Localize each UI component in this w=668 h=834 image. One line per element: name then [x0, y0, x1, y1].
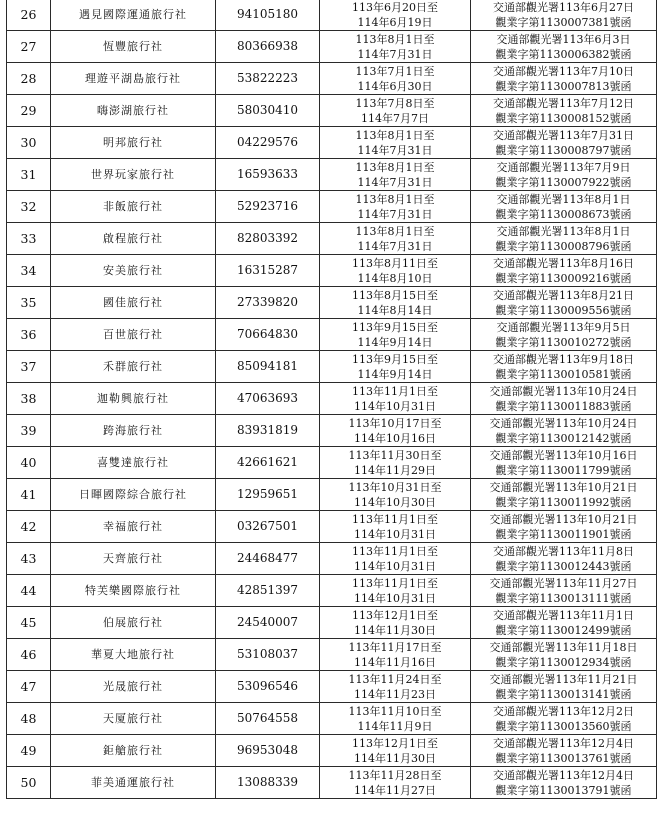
letter-reference: 觀業字第1130009216號函 [495, 271, 632, 285]
letter-issuer-date: 交通部觀光署113年8月16日 [493, 256, 634, 270]
letter-reference: 觀業字第1130007813號函 [495, 79, 632, 93]
letter-reference: 觀業字第1130007922號函 [495, 175, 632, 189]
table-row [7, 639, 657, 671]
approval-letter [471, 63, 657, 95]
approval-letter [471, 415, 657, 447]
row-number: 34 [7, 255, 51, 287]
agency-name: 國佳旅行社 [51, 287, 216, 319]
approval-letter [471, 351, 657, 383]
approval-letter [471, 287, 657, 319]
letter-reference: 觀業字第1130010272號函 [495, 335, 632, 349]
letter-issuer-date: 交通部觀光署113年7月12日 [493, 96, 634, 110]
table-row [7, 63, 657, 95]
row-number: 39 [7, 415, 51, 447]
agency-name: 天齊旅行社 [51, 543, 216, 575]
letter-issuer-date: 交通部觀光署113年10月21日 [489, 512, 638, 526]
validity-period [320, 0, 471, 31]
agency-name: 非飯旅行社 [51, 191, 216, 223]
letter-reference: 觀業字第1130012934號函 [495, 655, 632, 669]
agency-name: 華夏大地旅行社 [51, 639, 216, 671]
period-start: 113年11月10日至 [348, 704, 442, 718]
period-start: 113年11月30日至 [348, 448, 442, 462]
period-end: 114年10月31日 [354, 559, 436, 573]
letter-reference: 觀業字第1130013761號函 [495, 751, 632, 765]
table-body [7, 0, 657, 799]
tax-id: 96953048 [216, 735, 320, 767]
row-number: 37 [7, 351, 51, 383]
row-number: 44 [7, 575, 51, 607]
period-end: 114年10月16日 [354, 431, 436, 445]
validity-period [320, 767, 471, 799]
validity-period [320, 511, 471, 543]
table-row [7, 159, 657, 191]
period-start: 113年10月31日至 [348, 480, 442, 494]
tax-id: 80366938 [216, 31, 320, 63]
period-start: 113年8月1日至 [355, 224, 435, 238]
tax-id: 24468477 [216, 543, 320, 575]
validity-period [320, 95, 471, 127]
table-row [7, 223, 657, 255]
letter-reference: 觀業字第1130011901號函 [495, 527, 632, 541]
row-number: 43 [7, 543, 51, 575]
table-row [7, 735, 657, 767]
tax-id: 13088339 [216, 767, 320, 799]
tax-id: 16593633 [216, 159, 320, 191]
letter-issuer-date: 交通部觀光署113年11月1日 [493, 608, 634, 622]
letter-issuer-date: 交通部觀光署113年11月27日 [489, 576, 638, 590]
period-start: 113年9月15日至 [352, 320, 438, 334]
validity-period [320, 479, 471, 511]
validity-period [320, 671, 471, 703]
validity-period [320, 607, 471, 639]
agency-name: 世界玩家旅行社 [51, 159, 216, 191]
approval-letter [471, 223, 657, 255]
table-row [7, 383, 657, 415]
table-row [7, 575, 657, 607]
period-end: 114年11月27日 [354, 783, 436, 797]
period-end: 114年9月14日 [357, 367, 433, 381]
period-start: 113年10月17日至 [348, 416, 442, 430]
row-number: 36 [7, 319, 51, 351]
table-row [7, 415, 657, 447]
period-start: 113年11月1日至 [352, 384, 438, 398]
period-end: 114年10月31日 [354, 399, 436, 413]
agency-name: 鉅艙旅行社 [51, 735, 216, 767]
period-start: 113年8月1日至 [355, 192, 435, 206]
table-row [7, 319, 657, 351]
letter-issuer-date: 交通部觀光署113年8月21日 [493, 288, 634, 302]
letter-reference: 觀業字第1130006382號函 [495, 47, 632, 61]
tax-id: 42661621 [216, 447, 320, 479]
tax-id: 53822223 [216, 63, 320, 95]
row-number: 47 [7, 671, 51, 703]
approval-letter [471, 319, 657, 351]
row-number: 49 [7, 735, 51, 767]
validity-period [320, 63, 471, 95]
agency-name: 禾群旅行社 [51, 351, 216, 383]
tax-id: 53108037 [216, 639, 320, 671]
agency-name: 喜雙達旅行社 [51, 447, 216, 479]
row-number: 32 [7, 191, 51, 223]
approval-letter [471, 159, 657, 191]
table-row [7, 95, 657, 127]
tax-id: 16315287 [216, 255, 320, 287]
letter-issuer-date: 交通部觀光署113年6月3日 [496, 32, 631, 46]
validity-period [320, 639, 471, 671]
validity-period [320, 223, 471, 255]
row-number: 41 [7, 479, 51, 511]
letter-reference: 觀業字第1130013560號函 [495, 719, 632, 733]
period-start: 113年6月20日至 [352, 0, 438, 14]
letter-reference: 觀業字第1130008796號函 [495, 239, 632, 253]
agency-name: 天厦旅行社 [51, 703, 216, 735]
agency-name: 遇見國際運通旅行社 [51, 0, 216, 31]
agency-name: 日暉國際綜合旅行社 [51, 479, 216, 511]
letter-reference: 觀業字第1130011799號函 [495, 463, 632, 477]
agency-name: 百世旅行社 [51, 319, 216, 351]
tax-id: 24540007 [216, 607, 320, 639]
period-start: 113年11月1日至 [352, 544, 438, 558]
period-start: 113年11月17日至 [348, 640, 442, 654]
letter-issuer-date: 交通部觀光署113年7月10日 [493, 64, 634, 78]
period-end: 114年7月7日 [361, 111, 429, 125]
table-row [7, 127, 657, 159]
approval-letter [471, 607, 657, 639]
agency-name: 啟程旅行社 [51, 223, 216, 255]
letter-issuer-date: 交通部觀光署113年12月4日 [493, 736, 634, 750]
letter-reference: 觀業字第1130013111號函 [495, 591, 632, 605]
table-row [7, 0, 657, 31]
agency-name: 光晟旅行社 [51, 671, 216, 703]
tax-id: 42851397 [216, 575, 320, 607]
letter-reference: 觀業字第1130008673號函 [495, 207, 632, 221]
agency-name: 理遊平湖島旅行社 [51, 63, 216, 95]
validity-period [320, 191, 471, 223]
tax-id: 83931819 [216, 415, 320, 447]
table-row [7, 351, 657, 383]
period-end: 114年6月19日 [357, 15, 433, 29]
validity-period [320, 255, 471, 287]
row-number: 38 [7, 383, 51, 415]
table-row [7, 703, 657, 735]
letter-issuer-date: 交通部觀光署113年11月18日 [489, 640, 638, 654]
agency-name: 安美旅行社 [51, 255, 216, 287]
validity-period [320, 575, 471, 607]
row-number: 31 [7, 159, 51, 191]
tax-id: 27339820 [216, 287, 320, 319]
row-number: 46 [7, 639, 51, 671]
agency-name: 嗨澎湖旅行社 [51, 95, 216, 127]
row-number: 45 [7, 607, 51, 639]
period-start: 113年7月8日至 [355, 96, 435, 110]
tax-id: 82803392 [216, 223, 320, 255]
approval-letter [471, 671, 657, 703]
agency-name: 明邦旅行社 [51, 127, 216, 159]
period-start: 113年9月15日至 [352, 352, 438, 366]
table-row [7, 511, 657, 543]
period-end: 114年11月9日 [357, 719, 433, 733]
letter-reference: 觀業字第1130012499號函 [495, 623, 632, 637]
approval-letter [471, 447, 657, 479]
period-start: 113年8月15日至 [352, 288, 438, 302]
validity-period [320, 31, 471, 63]
table-row [7, 31, 657, 63]
validity-period [320, 351, 471, 383]
period-start: 113年11月1日至 [352, 512, 438, 526]
validity-period [320, 159, 471, 191]
period-end: 114年11月16日 [354, 655, 436, 669]
row-number: 42 [7, 511, 51, 543]
validity-period [320, 703, 471, 735]
period-end: 114年8月14日 [357, 303, 433, 317]
tax-id: 52923716 [216, 191, 320, 223]
approval-letter [471, 479, 657, 511]
letter-issuer-date: 交通部觀光署113年7月31日 [493, 128, 634, 142]
letter-reference: 觀業字第1130012142號函 [495, 431, 632, 445]
row-number: 35 [7, 287, 51, 319]
period-start: 113年7月1日至 [355, 64, 435, 78]
tax-id: 58030410 [216, 95, 320, 127]
validity-period [320, 415, 471, 447]
validity-period [320, 127, 471, 159]
approval-letter [471, 575, 657, 607]
period-start: 113年11月1日至 [352, 576, 438, 590]
letter-reference: 觀業字第1130009556號函 [495, 303, 632, 317]
letter-reference: 觀業字第1130013141號函 [495, 687, 632, 701]
tax-id: 47063693 [216, 383, 320, 415]
period-end: 114年9月14日 [357, 335, 433, 349]
approval-letter [471, 255, 657, 287]
letter-reference: 觀業字第1130008797號函 [495, 143, 632, 157]
validity-period [320, 543, 471, 575]
period-end: 114年7月31日 [357, 47, 433, 61]
agency-name: 菲美通運旅行社 [51, 767, 216, 799]
validity-period [320, 383, 471, 415]
period-start: 113年8月1日至 [355, 128, 435, 142]
tax-id: 53096546 [216, 671, 320, 703]
table-row [7, 255, 657, 287]
row-number: 30 [7, 127, 51, 159]
row-number: 28 [7, 63, 51, 95]
approval-letter [471, 127, 657, 159]
letter-reference: 觀業字第1130011992號函 [495, 495, 632, 509]
period-end: 114年6月30日 [357, 79, 433, 93]
period-end: 114年11月29日 [354, 463, 436, 477]
period-end: 114年8月10日 [357, 271, 433, 285]
period-start: 113年11月28日至 [348, 768, 442, 782]
approval-letter [471, 703, 657, 735]
table-row [7, 287, 657, 319]
table-row [7, 671, 657, 703]
tax-id: 04229576 [216, 127, 320, 159]
row-number: 50 [7, 767, 51, 799]
agency-name: 幸福旅行社 [51, 511, 216, 543]
agency-name: 伯展旅行社 [51, 607, 216, 639]
letter-reference: 觀業字第1130008152號函 [495, 111, 632, 125]
period-end: 114年10月30日 [354, 495, 436, 509]
approval-letter [471, 767, 657, 799]
tax-id: 50764558 [216, 703, 320, 735]
letter-issuer-date: 交通部觀光署113年9月5日 [496, 320, 631, 334]
letter-issuer-date: 交通部觀光署113年9月18日 [493, 352, 634, 366]
validity-period [320, 735, 471, 767]
letter-issuer-date: 交通部觀光署113年10月21日 [489, 480, 638, 494]
table-row [7, 479, 657, 511]
row-number: 26 [7, 0, 51, 31]
table-row [7, 543, 657, 575]
row-number: 27 [7, 31, 51, 63]
row-number: 33 [7, 223, 51, 255]
letter-issuer-date: 交通部觀光署113年6月27日 [493, 0, 634, 14]
letter-reference: 觀業字第1130013791號函 [495, 783, 632, 797]
tax-id: 70664830 [216, 319, 320, 351]
period-start: 113年8月11日至 [352, 256, 438, 270]
letter-issuer-date: 交通部觀光署113年11月21日 [489, 672, 638, 686]
table-row [7, 607, 657, 639]
approval-letter [471, 511, 657, 543]
period-start: 113年8月1日至 [355, 32, 435, 46]
period-start: 113年12月1日至 [352, 608, 438, 622]
tax-id: 12959651 [216, 479, 320, 511]
period-end: 114年10月31日 [354, 591, 436, 605]
letter-issuer-date: 交通部觀光署113年8月1日 [496, 224, 631, 238]
letter-issuer-date: 交通部觀光署113年10月24日 [489, 384, 638, 398]
period-end: 114年7月31日 [357, 175, 433, 189]
validity-period [320, 319, 471, 351]
period-end: 114年10月31日 [354, 527, 436, 541]
agency-name: 迦勒興旅行社 [51, 383, 216, 415]
travel-agency-table [6, 0, 657, 799]
period-end: 114年11月23日 [354, 687, 436, 701]
agency-name: 特芙樂國際旅行社 [51, 575, 216, 607]
validity-period [320, 447, 471, 479]
letter-reference: 觀業字第1130010581號函 [495, 367, 632, 381]
tax-id: 85094181 [216, 351, 320, 383]
approval-letter [471, 735, 657, 767]
period-end: 114年7月31日 [357, 239, 433, 253]
letter-reference: 觀業字第1130011883號函 [495, 399, 632, 413]
letter-issuer-date: 交通部觀光署113年7月9日 [496, 160, 631, 174]
table-row [7, 191, 657, 223]
approval-letter [471, 191, 657, 223]
letter-issuer-date: 交通部觀光署113年12月2日 [493, 704, 634, 718]
row-number: 48 [7, 703, 51, 735]
row-number: 40 [7, 447, 51, 479]
tax-id: 03267501 [216, 511, 320, 543]
letter-issuer-date: 交通部觀光署113年8月1日 [496, 192, 631, 206]
row-number: 29 [7, 95, 51, 127]
agency-name: 跨海旅行社 [51, 415, 216, 447]
approval-letter [471, 95, 657, 127]
period-end: 114年7月31日 [357, 207, 433, 221]
approval-letter [471, 639, 657, 671]
period-start: 113年11月24日至 [348, 672, 442, 686]
letter-issuer-date: 交通部觀光署113年12月4日 [493, 768, 634, 782]
table-row [7, 767, 657, 799]
letter-issuer-date: 交通部觀光署113年10月24日 [489, 416, 638, 430]
letter-reference: 觀業字第1130012443號函 [495, 559, 632, 573]
period-end: 114年7月31日 [357, 143, 433, 157]
period-end: 114年11月30日 [354, 751, 436, 765]
validity-period [320, 287, 471, 319]
table-row [7, 447, 657, 479]
letter-issuer-date: 交通部觀光署113年11月8日 [493, 544, 634, 558]
period-start: 113年8月1日至 [355, 160, 435, 174]
approval-letter [471, 0, 657, 31]
letter-reference: 觀業字第1130007381號函 [495, 15, 632, 29]
period-start: 113年12月1日至 [352, 736, 438, 750]
letter-issuer-date: 交通部觀光署113年10月16日 [489, 448, 638, 462]
approval-letter [471, 543, 657, 575]
agency-name: 恆豐旅行社 [51, 31, 216, 63]
approval-letter [471, 383, 657, 415]
approval-letter [471, 31, 657, 63]
tax-id: 94105180 [216, 0, 320, 31]
period-end: 114年11月30日 [354, 623, 436, 637]
